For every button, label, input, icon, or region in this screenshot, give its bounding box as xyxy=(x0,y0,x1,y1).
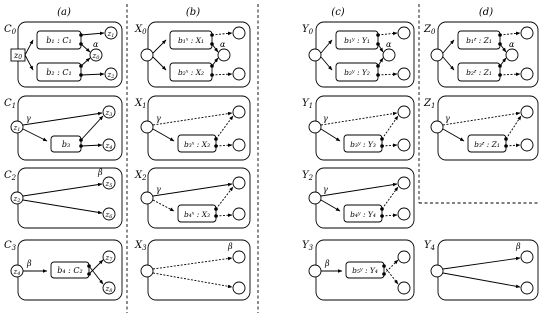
svg-text:b₃: b₃ xyxy=(61,140,71,149)
diagram-y2 xyxy=(302,168,414,228)
diagram-y3 xyxy=(302,240,414,300)
svg-text:z1: z1 xyxy=(13,124,21,133)
svg-text:Y2: $Y_2$ xyxy=(302,170,314,182)
diagram-x0 xyxy=(134,22,250,87)
svg-text:γ: γ xyxy=(156,185,161,194)
svg-text:z2: z2 xyxy=(107,71,115,80)
svg-text:γ: γ xyxy=(323,114,328,123)
svg-text:β: β xyxy=(325,259,330,268)
svg-text:Z1: $Z_1$ xyxy=(424,98,436,110)
diagram-x3 xyxy=(134,240,250,300)
svg-text:z8: z8 xyxy=(105,285,113,294)
svg-text:Y0: $Y_0$ xyxy=(302,24,314,36)
svg-text:b₁ˣ : X₁: b₁ˣ : X₁ xyxy=(177,36,205,45)
svg-text:γ: γ xyxy=(323,185,328,194)
svg-text:Z0: $Z_0$ xyxy=(424,24,436,36)
svg-text:b₁ᶻ : Z₁: b₁ᶻ : Z₁ xyxy=(466,36,492,45)
diagram-y0 xyxy=(302,22,414,87)
svg-text:z4: z4 xyxy=(105,142,113,151)
diagram-x2 xyxy=(134,168,250,228)
svg-text:Y4: $Y_4$ xyxy=(424,240,436,252)
svg-text:α: α xyxy=(93,40,99,49)
svg-text:γ: γ xyxy=(445,114,450,123)
svg-text:β: β xyxy=(27,259,32,268)
svg-text:b₄ʸ : Y₄: b₄ʸ : Y₄ xyxy=(350,210,376,219)
svg-text:Y3: $Y_3$ xyxy=(302,240,314,252)
svg-text:z2: z2 xyxy=(13,195,21,204)
svg-text:z4: z4 xyxy=(13,268,21,277)
column-header-c: (c) xyxy=(331,7,345,18)
svg-text:b₂ˣ : X₂: b₂ˣ : X₂ xyxy=(177,68,205,77)
svg-text:z0: z0 xyxy=(92,52,100,61)
column-header-b: (b) xyxy=(185,7,201,18)
label-c2: $C_2$ xyxy=(4,170,17,182)
label-c1: $C_1$ xyxy=(4,98,17,110)
svg-text:X2: $X_2$ xyxy=(135,170,147,182)
svg-text:Y1: $Y_1$ xyxy=(302,98,314,110)
svg-text:z0: z0 xyxy=(13,51,23,61)
svg-text:X3: $X_3$ xyxy=(135,240,147,252)
box-b2-c1-label: b₂ : C₁ xyxy=(46,68,72,77)
svg-text:b₄ˣ : X₃: b₄ˣ : X₃ xyxy=(183,210,211,219)
diagram-c1 xyxy=(4,96,122,160)
svg-text:β: β xyxy=(228,242,233,251)
svg-text:z6: z6 xyxy=(105,211,113,220)
diagram-y1 xyxy=(302,96,414,160)
column-header-a: (a) xyxy=(57,7,71,18)
svg-text:z7: z7 xyxy=(105,254,113,263)
diagram-x1 xyxy=(134,96,250,160)
svg-text:α: α xyxy=(386,40,392,49)
svg-text:β: β xyxy=(98,168,103,177)
svg-text:b₅ʸ : Y₄: b₅ʸ : Y₄ xyxy=(352,266,378,275)
diagram-z1 xyxy=(423,96,538,160)
svg-text:γ: γ xyxy=(156,114,161,123)
svg-text:b₄ : C₂: b₄ : C₂ xyxy=(57,266,83,275)
label-c3: $C_3$ xyxy=(4,240,17,252)
svg-text:b₂ʸ : Y₂: b₂ʸ : Y₂ xyxy=(344,68,370,77)
diagram-c3 xyxy=(4,240,122,300)
diagram-y4 xyxy=(424,240,538,300)
svg-text:b₃ʸ : Y₃: b₃ʸ : Y₃ xyxy=(350,140,376,149)
svg-text:z3: z3 xyxy=(105,109,113,118)
diagram-c0 xyxy=(4,22,122,87)
svg-text:X0: $X_0$ xyxy=(135,24,147,36)
svg-text:X1: $X_1$ xyxy=(135,98,147,110)
svg-text:b₁ʸ : Y₁: b₁ʸ : Y₁ xyxy=(344,36,370,45)
svg-text:α: α xyxy=(509,40,515,49)
diagram-z0 xyxy=(423,22,538,87)
svg-text:z5: z5 xyxy=(105,180,113,189)
svg-text:b₂ᶻ : Z₁: b₂ᶻ : Z₁ xyxy=(466,68,492,77)
svg-text:z1: z1 xyxy=(107,30,115,39)
svg-text:b₃ˣ : X₃: b₃ˣ : X₃ xyxy=(183,140,211,149)
svg-text:β: β xyxy=(516,242,521,251)
svg-text:γ: γ xyxy=(26,114,31,123)
column-header-d: (d) xyxy=(478,7,494,18)
box-b1-c1-label: b₁ : C₁ xyxy=(46,36,72,45)
label-c0: $C_0$ xyxy=(4,24,17,36)
svg-text:b₃ᶻ : Z₁: b₃ᶻ : Z₁ xyxy=(474,140,500,149)
diagram-c2 xyxy=(4,168,122,228)
svg-text:α: α xyxy=(220,40,226,49)
